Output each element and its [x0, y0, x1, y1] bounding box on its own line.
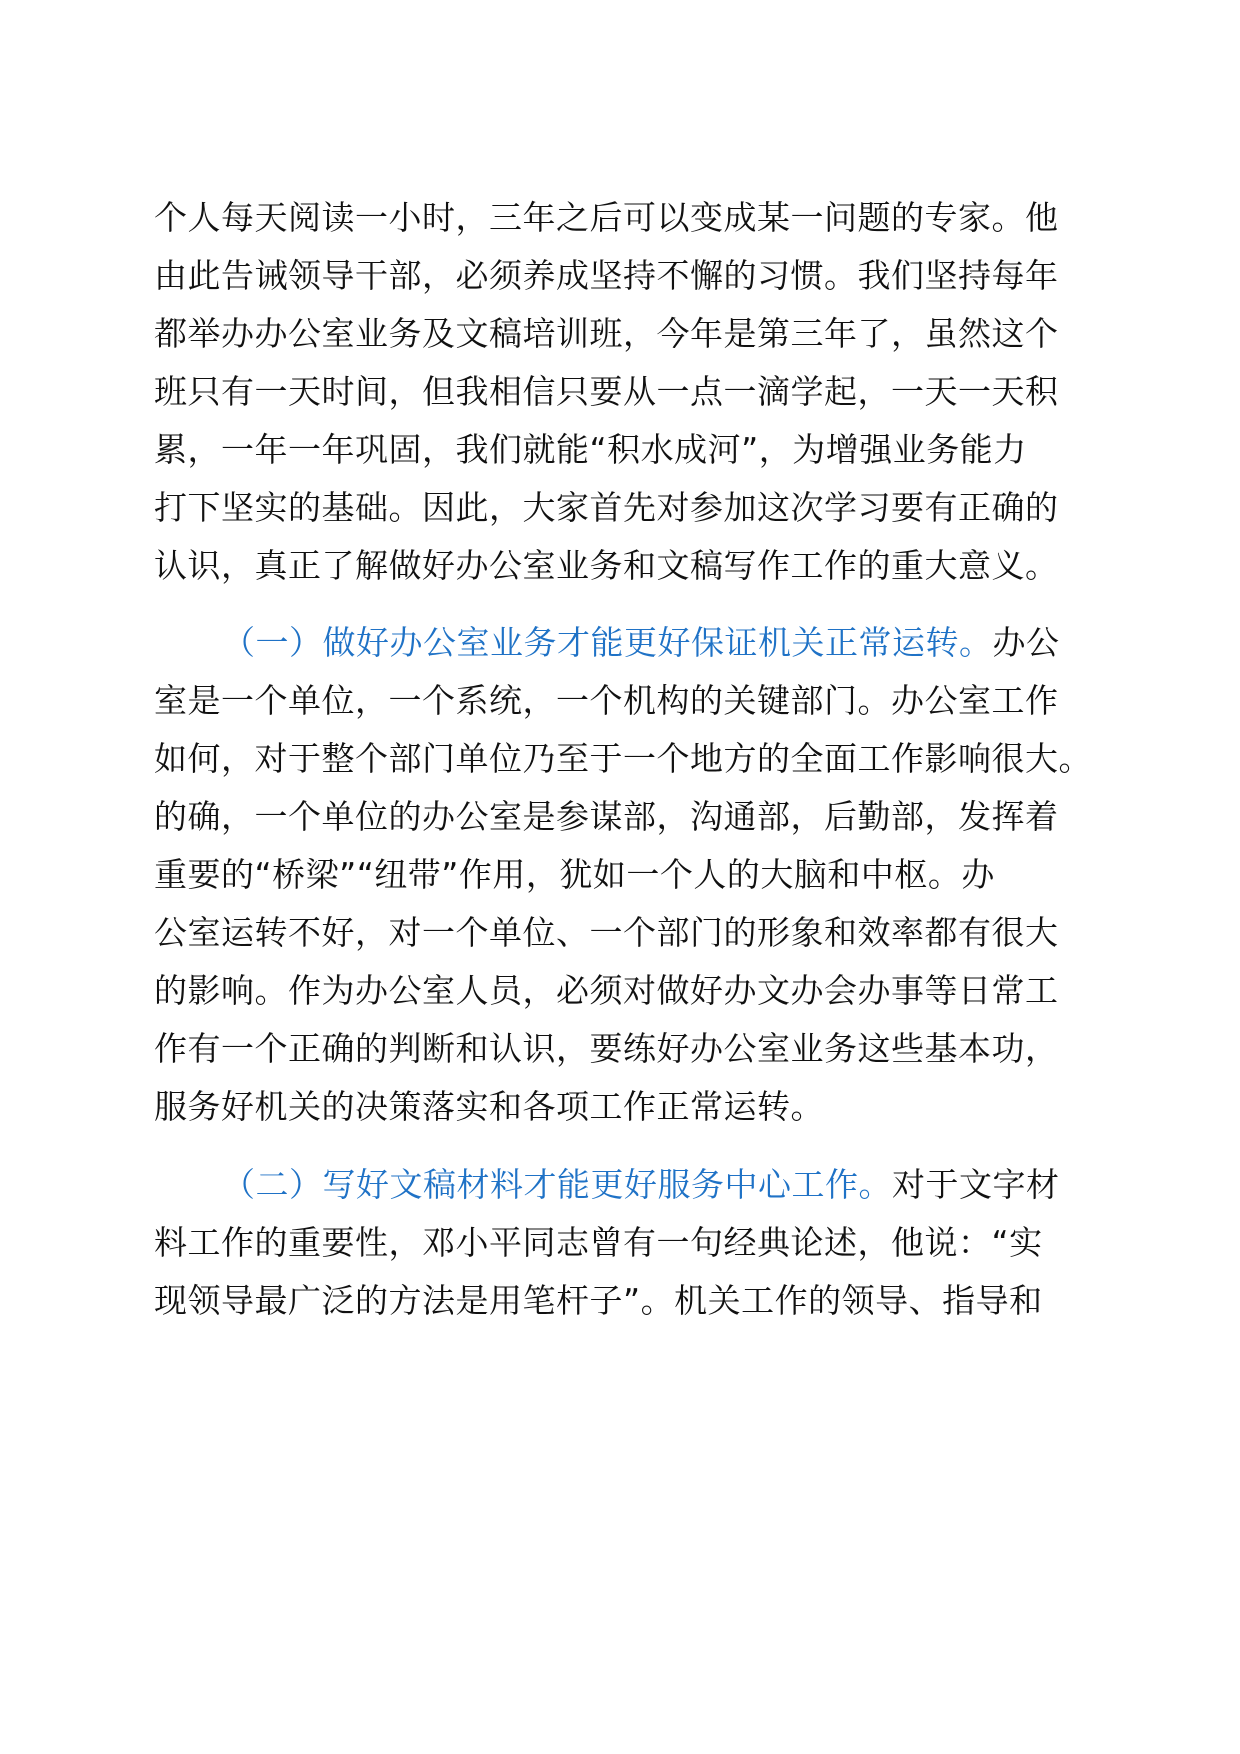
body-line: 都举办办公室业务及文稿培训班，今年是第三年了，虽然这个	[154, 314, 1059, 353]
body-line: 累，一年一年巩固，我们就能“积水成河”，为增强业务能力	[154, 430, 1027, 469]
body-line: 个人每天阅读一小时，三年之后可以变成某一问题的专家。他	[154, 198, 1059, 237]
body-line: 打下坚实的基础。因此，大家首先对参加这次学习要有正确的	[154, 488, 1059, 527]
body-line: 的影响。作为办公室人员，必须对做好办文办会办事等日常工	[154, 971, 1059, 1010]
section-heading-line	[222, 1163, 1162, 1207]
body-line: 由此告诫领导干部，必须养成坚持不懈的习惯。我们坚持每年	[154, 256, 1059, 295]
section-heading-line	[222, 621, 1162, 665]
body-line: 室是一个单位，一个系统，一个机构的关键部门。办公室工作	[154, 681, 1059, 720]
body-text: 对于文字材	[892, 1165, 1060, 1204]
body-text: 办公	[992, 623, 1060, 662]
body-line: 作有一个正确的判断和认识，要练好办公室业务这些基本功，	[154, 1029, 1059, 1068]
section-heading: （一）做好办公室业务才能更好保证机关正常运转。	[222, 623, 993, 662]
body-line: 料工作的重要性，邓小平同志曾有一句经典论述，他说：“实	[154, 1223, 1043, 1262]
body-line: 重要的“桥梁”“纽带”作用，犹如一个人的大脑和中枢。办	[154, 855, 995, 894]
body-line: 现领导最广泛的方法是用笔杆子”。机关工作的领导、指导和	[154, 1281, 1043, 1320]
body-line: 如何，对于整个部门单位乃至于一个地方的全面工作影响很大。	[154, 739, 1092, 778]
body-line: 认识，真正了解做好办公室业务和文稿写作工作的重大意义。	[154, 546, 1059, 585]
body-line: 班只有一天时间，但我相信只要从一点一滴学起，一天一天积	[154, 372, 1059, 411]
body-line: 公室运转不好，对一个单位、一个部门的形象和效率都有很大	[154, 913, 1059, 952]
section-heading: （二）写好文稿材料才能更好服务中心工作。	[222, 1165, 892, 1204]
body-line: 服务好机关的决策落实和各项工作正常运转。	[154, 1087, 824, 1126]
body-line: 的确，一个单位的办公室是参谋部，沟通部，后勤部，发挥着	[154, 797, 1059, 836]
